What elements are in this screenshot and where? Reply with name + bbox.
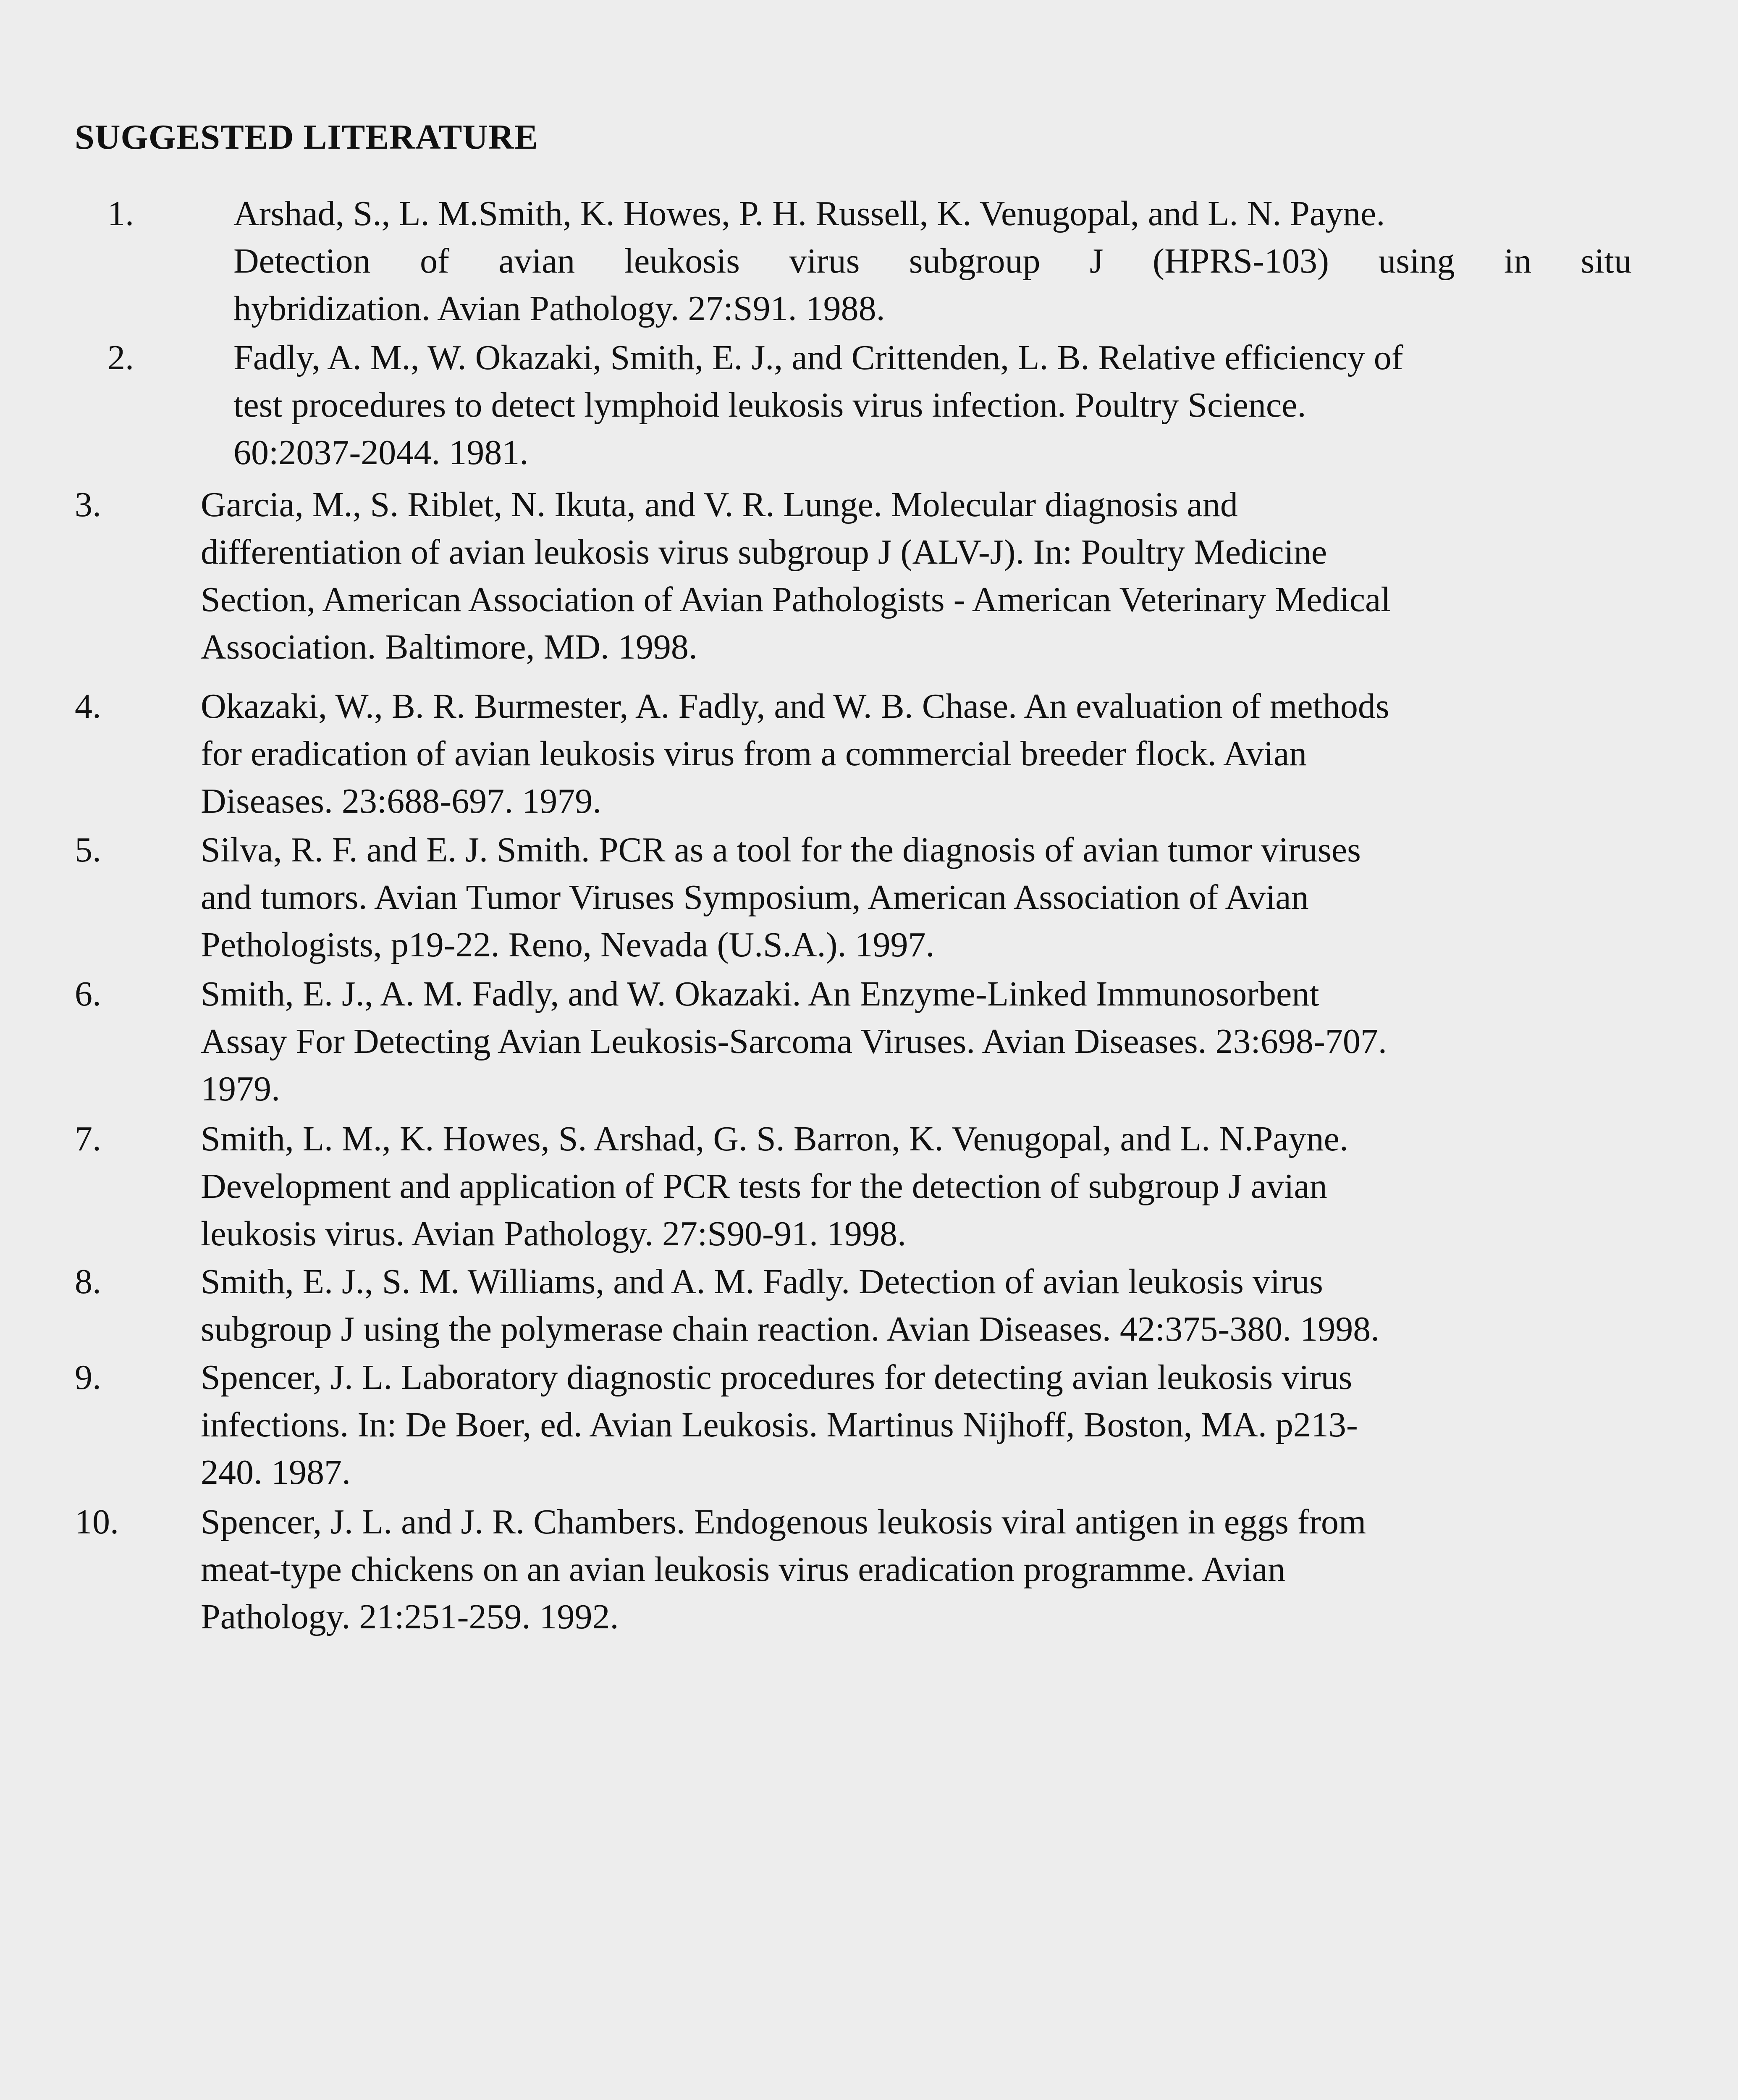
reference-line: Smith, L. M., K. Howes, S. Arshad, G. S. Barron, K. Venugopal, and L. N.Payne. bbox=[201, 1119, 1348, 1158]
reference-line: Spencer, J. L. and J. R. Chambers. Endogenous leukosis viral antigen in eggs from bbox=[201, 1502, 1366, 1541]
reference-number: 5. bbox=[75, 830, 101, 869]
reference-line: Arshad, S., L. M.Smith, K. Howes, P. H. Russell, K. Venugopal, and L. N. Payne. bbox=[233, 194, 1385, 233]
reference-line: differentiation of avian leukosis virus subgroup J (ALV-J). In: Poultry Medicine bbox=[201, 533, 1327, 572]
reference-line: Silva, R. F. and E. J. Smith. PCR as a tool for the diagnosis of avian tumor viruses bbox=[201, 830, 1361, 869]
reference-line: and tumors. Avian Tumor Viruses Symposium, American Association of Avian bbox=[201, 878, 1309, 917]
reference-line: 60:2037-2044. 1981. bbox=[233, 433, 529, 472]
reference-text bbox=[201, 481, 1628, 671]
reference-line: Garcia, M., S. Riblet, N. Ikuta, and V. R. Lunge. Molecular diagnosis and bbox=[201, 485, 1238, 524]
reference-text bbox=[201, 1258, 1628, 1353]
reference-number: 6. bbox=[75, 974, 101, 1013]
reference-text bbox=[201, 826, 1628, 969]
reference-line: meat-type chickens on an avian leukosis virus eradication programme. Avian bbox=[201, 1550, 1285, 1589]
reference-number: 10. bbox=[75, 1502, 119, 1541]
reference-line: test procedures to detect lymphoid leukosis virus infection. Poultry Science. bbox=[233, 386, 1306, 425]
reference-line: hybridization. Avian Pathology. 27:S91. 1988. bbox=[233, 289, 885, 328]
reference-line: 240. 1987. bbox=[201, 1453, 351, 1492]
reference-line: Okazaki, W., B. R. Burmester, A. Fadly, and W. B. Chase. An evaluation of methods bbox=[201, 687, 1389, 726]
reference-line: for eradication of avian leukosis virus from a commercial breeder flock. Avian bbox=[201, 734, 1307, 773]
reference-line: subgroup J using the polymerase chain reaction. Avian Diseases. 42:375-380. 1998. bbox=[201, 1310, 1380, 1349]
reference-text bbox=[201, 1498, 1628, 1641]
reference-line: 1979. bbox=[201, 1069, 280, 1108]
reference-line: infections. In: De Boer, ed. Avian Leukosis. Martinus Nijhoff, Boston, MA. p213- bbox=[201, 1405, 1358, 1444]
reference-line: Smith, E. J., S. M. Williams, and A. M. Fadly. Detection of avian leukosis virus bbox=[201, 1262, 1323, 1301]
reference-number: 1. bbox=[107, 194, 134, 233]
reference-line: Smith, E. J., A. M. Fadly, and W. Okazaki. An Enzyme-Linked Immunosorbent bbox=[201, 974, 1319, 1013]
reference-line: Spencer, J. L. Laboratory diagnostic procedures for detecting avian leukosis virus bbox=[201, 1358, 1353, 1397]
reference-line: leukosis virus. Avian Pathology. 27:S90-91. 1998. bbox=[201, 1214, 906, 1253]
reference-line: Development and application of PCR tests for the detection of subgroup J avian bbox=[201, 1167, 1327, 1206]
reference-line: Diseases. 23:688-697. 1979. bbox=[201, 782, 602, 821]
section-heading: SUGGESTED LITERATURE bbox=[75, 118, 538, 157]
reference-line: Fadly, A. M., W. Okazaki, Smith, E. J., and Crittenden, L. B. Relative efficiency of bbox=[233, 338, 1403, 377]
reference-number: 3. bbox=[75, 485, 101, 524]
reference-line: Pethologists, p19-22. Reno, Nevada (U.S.A.). 1997. bbox=[201, 925, 935, 964]
reference-line: Assay For Detecting Avian Leukosis-Sarcoma Viruses. Avian Diseases. 23:698-707. bbox=[201, 1022, 1387, 1061]
reference-number: 2. bbox=[107, 338, 134, 377]
reference-line: Detection of avian leukosis virus subgroup J (HPRS-103) using in situ bbox=[233, 242, 1632, 281]
reference-text bbox=[201, 1354, 1628, 1496]
reference-text bbox=[201, 970, 1628, 1113]
reference-number: 7. bbox=[75, 1119, 101, 1158]
reference-number: 9. bbox=[75, 1358, 101, 1397]
reference-line: Section, American Association of Avian Pathologists - American Veterinary Medical bbox=[201, 580, 1391, 619]
reference-text bbox=[201, 1115, 1628, 1257]
reference-number: 8. bbox=[75, 1262, 101, 1301]
reference-number: 4. bbox=[75, 687, 101, 726]
reference-text bbox=[233, 190, 1661, 332]
reference-line: Association. Baltimore, MD. 1998. bbox=[201, 627, 697, 667]
reference-line: Pathology. 21:251-259. 1992. bbox=[201, 1597, 619, 1636]
reference-text bbox=[233, 334, 1661, 476]
reference-text bbox=[201, 682, 1628, 825]
